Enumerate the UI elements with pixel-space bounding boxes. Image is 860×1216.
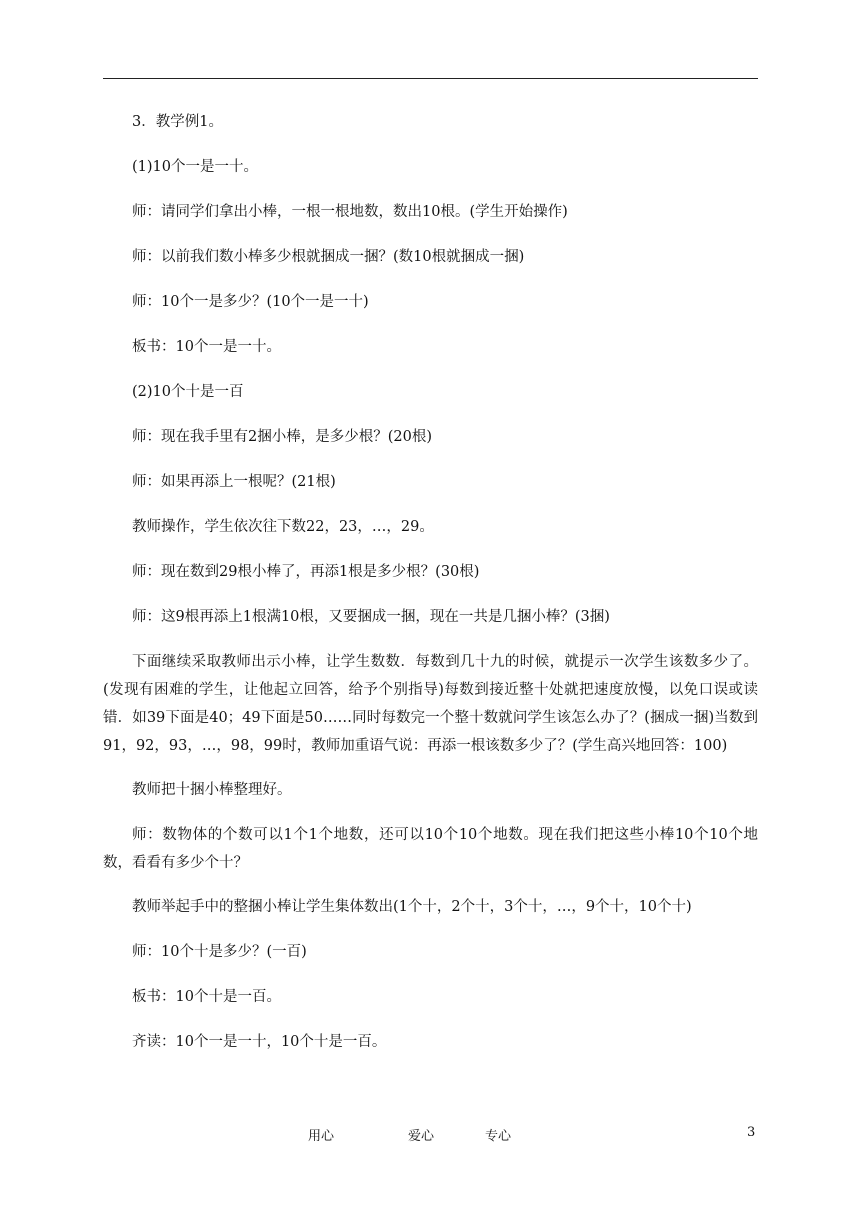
paragraph: 师：现在数到29根小棒了，再添1根是多少根？(30根) xyxy=(132,564,480,580)
header-rule xyxy=(103,78,758,79)
page-footer xyxy=(0,1125,860,1147)
paragraph: 师：现在我手里有2捆小棒，是多少根？(20根) xyxy=(132,429,432,445)
paragraph: 齐读：10个一是一十，10个十是一百。 xyxy=(132,1034,387,1050)
paragraph: 师：10个十是多少？(一百) xyxy=(132,944,307,960)
footer-word: 专心 xyxy=(485,1129,512,1144)
paragraph: 板书：10个一是一十。 xyxy=(132,339,281,355)
paragraph: 教师举起手中的整捆小棒让学生集体数出(1个十，2个十，3个十，…，9个十，10个十) xyxy=(132,899,692,915)
paragraph: 师：这9根再添上1根满10根，又要捆成一捆，现在一共是几捆小棒？(3捆) xyxy=(132,609,610,625)
paragraph-long: 下面继续采取教师出示小棒，让学生数数．每数到几十九的时候，就提示一次学生该数多少了。(发现有困难的学生，让他起立回答，给予个别指导)每数到接近整十处就把速度放慢，以免口误或读错．如39下面是40；49下面是50……同时每数完一个整十数就问学生该怎么办了？(捆成一捆)当数到91，92，93，…，98，99时，教师加重语气说：再添一根该数多少了？(学生高兴地回答：100) xyxy=(103,654,758,754)
paragraph: 板书：10个十是一百。 xyxy=(132,989,281,1005)
paragraph: 师：10个一是多少？(10个一是一十) xyxy=(132,294,369,310)
page-number: 3 xyxy=(747,1125,756,1140)
document-body xyxy=(103,108,758,1073)
footer-word: 用心 xyxy=(308,1129,335,1144)
subheading-ten-tens: (2)10个十是一百 xyxy=(132,384,244,400)
heading-example-1: 3．教学例1。 xyxy=(132,114,223,130)
paragraph: 师：数物体的个数可以1个1个地数，还可以10个10个地数。现在我们把这些小棒10个10个地数，看看有多少个十？ xyxy=(103,827,758,871)
paragraph: 师：请同学们拿出小棒，一根一根地数，数出10根。(学生开始操作) xyxy=(132,204,568,220)
paragraph: 教师把十捆小棒整理好。 xyxy=(132,782,292,798)
subheading-ten-ones: (1)10个一是一十。 xyxy=(132,159,258,175)
paragraph: 师：如果再添上一根呢？(21根) xyxy=(132,474,336,490)
footer-word: 爱心 xyxy=(408,1129,435,1144)
paragraph: 教师操作，学生依次往下数22，23，…，29。 xyxy=(132,519,434,535)
paragraph: 师：以前我们数小棒多少根就捆成一捆？(数10根就捆成一捆) xyxy=(132,249,525,265)
